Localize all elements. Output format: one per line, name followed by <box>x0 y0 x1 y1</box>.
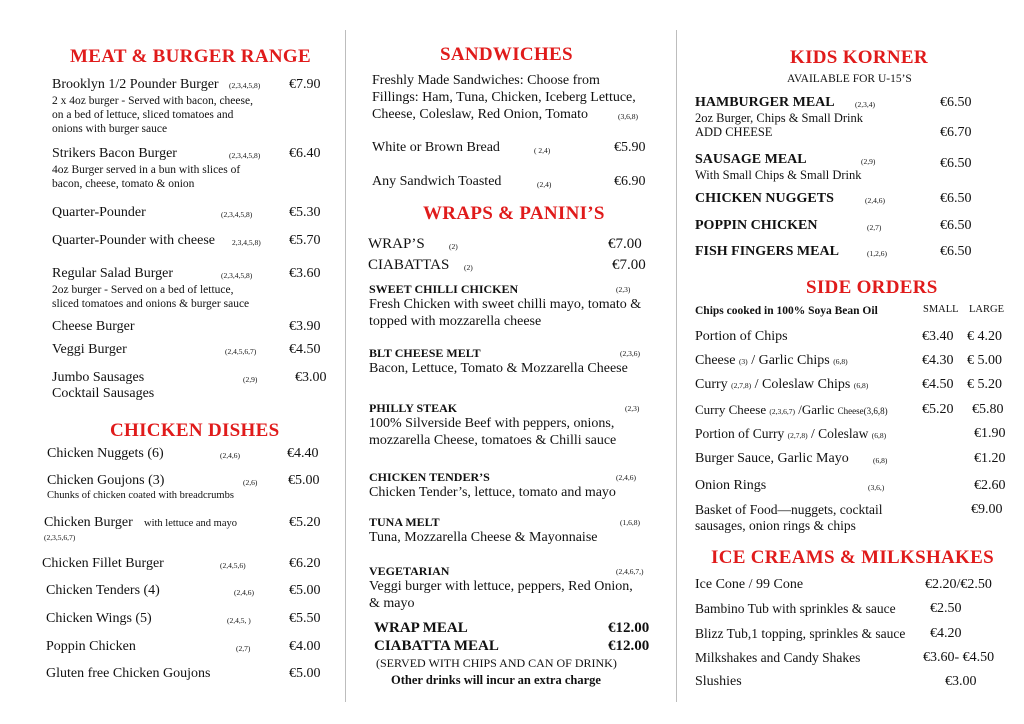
ice-item-name: Milkshakes and Candy Shakes <box>695 650 861 665</box>
kids-item-name: HAMBURGER MEAL <box>695 95 835 110</box>
meal-name: WRAP MEAL <box>374 620 468 636</box>
menu-item-price: €5.70 <box>289 233 321 248</box>
allergen-codes: (2,4,5, ) <box>227 616 251 625</box>
side-price-small: €5.20 <box>922 402 954 417</box>
allergen-codes: 2,3,4,5,8) <box>232 238 261 247</box>
menu-item-name: Gluten free Chicken Goujons <box>46 666 211 681</box>
side-price-large: €2.60 <box>974 478 1006 493</box>
filling-name: VEGETARIAN <box>369 564 450 578</box>
side-item-name: Curry Cheese <box>695 402 770 417</box>
menu-item-name: Cheese Burger <box>52 319 135 334</box>
menu-item-name: Chicken Goujons (3) <box>47 473 165 488</box>
menu-item-name: Chicken Tenders (4) <box>46 583 160 598</box>
side-item-name: Burger Sauce, Garlic Mayo <box>695 451 849 466</box>
menu-item-price: €5.00 <box>288 473 320 488</box>
side-price-large: €1.90 <box>974 426 1006 441</box>
menu-item-name: Poppin Chicken <box>46 639 136 654</box>
allergen-codes: (2,4,5,6,7) <box>225 347 257 356</box>
sandwich-intro: Cheese, Coleslaw, Red Onion, Tomato <box>372 107 588 122</box>
allergen-codes: (2,3,5,6,7) <box>44 533 76 542</box>
menu-item-price: €6.90 <box>614 174 646 189</box>
menu-item-desc: 4oz Burger served in a bun with slices of <box>52 164 241 176</box>
menu-item-desc: bacon, cheese, tomato & onion <box>52 178 195 190</box>
side-item-name: Onion Rings <box>695 478 767 493</box>
kids-age-note: AVAILABLE FOR U-15’S <box>787 73 912 85</box>
allergen-codes: (3,6,) <box>868 483 885 492</box>
kids-item-desc: With Small Chips & Small Drink <box>695 168 862 182</box>
allergen-codes: (2) <box>449 242 458 251</box>
side-item-name: /Garlic <box>795 402 838 417</box>
filling-name: SWEET CHILLI CHICKEN <box>369 282 519 296</box>
side-item-row <box>695 377 868 394</box>
allergen-codes: (2,4,6) <box>616 473 636 482</box>
side-item-name: Portion of Curry <box>695 426 788 441</box>
menu-item-price: €5.90 <box>614 140 646 155</box>
sandwich-intro: Fillings: Ham, Tuna, Chicken, Iceberg Lettuce, <box>372 90 636 105</box>
allergen-codes: (2,3,4,5,8) <box>221 210 253 219</box>
side-price-large: € 5.00 <box>967 353 1002 368</box>
ice-item-price: €4.20 <box>930 626 962 641</box>
allergen-codes: (2) <box>464 263 473 272</box>
menu-item-name: Cocktail Sausages <box>52 386 155 401</box>
right-column <box>677 0 1024 724</box>
allergen-codes: (2,4,6) <box>865 196 885 205</box>
side-item-row <box>695 402 888 420</box>
ice-item-name: Slushies <box>695 674 742 689</box>
kids-item-name: POPPIN CHICKEN <box>695 218 818 233</box>
filling-desc: topped with mozzarella cheese <box>369 314 542 329</box>
menu-item-price: €6.20 <box>289 556 321 571</box>
chicken-dishes-header: CHICKEN DISHES <box>110 420 280 441</box>
kids-item-name: CHICKEN NUGGETS <box>695 191 834 206</box>
filling-desc: Bacon, Lettuce, Tomato & Mozzarella Cheese <box>369 361 628 376</box>
meal-note: (SERVED WITH CHIPS AND CAN OF DRINK) <box>376 656 617 670</box>
filling-name: PHILLY STEAK <box>369 401 458 415</box>
side-price-large: €1.20 <box>974 451 1006 466</box>
allergen-codes: (3,6,8) <box>618 112 638 121</box>
kids-item-name: ADD CHEESE <box>695 125 773 139</box>
side-price-large: € 5.20 <box>967 377 1002 392</box>
allergen-codes: (1,2,6) <box>867 249 887 258</box>
menu-item-name: Brooklyn 1/2 Pounder Burger <box>52 77 219 92</box>
col-large-label: LARGE <box>969 304 1004 315</box>
side-price-small: €4.50 <box>922 377 954 392</box>
chips-oil-note: Chips cooked in 100% Soya Bean Oil <box>695 305 878 317</box>
menu-item-price: €7.90 <box>289 77 321 92</box>
kids-item-name: FISH FINGERS MEAL <box>695 244 839 259</box>
menu-item-name: Strikers Bacon Burger <box>52 146 177 161</box>
left-column <box>0 0 345 724</box>
sandwiches-header: SANDWICHES <box>440 44 573 65</box>
side-price-small: €3.40 <box>922 329 954 344</box>
allergen-codes: (1,6,8) <box>620 518 640 527</box>
kids-korner-header: KIDS KORNER <box>790 47 928 68</box>
filling-desc: Chicken Tender’s, lettuce, tomato and mayo <box>369 485 616 500</box>
menu-item-price: €3.00 <box>295 370 327 385</box>
allergen-codes: (6,8) <box>873 456 888 465</box>
allergen-codes: (2,3,4,5,8) <box>221 271 253 280</box>
ice-creams-milkshakes-header: ICE CREAMS & MILKSHAKES <box>711 547 994 568</box>
allergen-codes: (2,4,6) <box>220 451 240 460</box>
allergen-codes: (2,9) <box>243 375 258 384</box>
side-price-large: €9.00 <box>971 502 1003 517</box>
menu-item-desc: 2oz burger - Served on a bed of lettuce, <box>52 284 234 296</box>
kids-item-price: €6.50 <box>940 156 972 171</box>
allergen-codes: (2,4,6) <box>234 588 254 597</box>
menu-item-price: €4.40 <box>287 446 319 461</box>
side-orders-header: SIDE ORDERS <box>806 277 938 298</box>
side-item-name: Basket of Food—nuggets, cocktail <box>695 502 883 517</box>
filling-desc: Fresh Chicken with sweet chilli mayo, tomato & <box>369 297 642 312</box>
allergen-codes: (2,7) <box>236 644 251 653</box>
menu-item-price: €7.00 <box>612 257 646 273</box>
menu-item-name: Veggi Burger <box>52 342 127 357</box>
menu-item-price: €5.00 <box>289 666 321 681</box>
kids-item-name: SAUSAGE MEAL <box>695 152 807 167</box>
ice-item-name: Bambino Tub with sprinkles & sauce <box>695 601 896 616</box>
allergen-codes: (6,8) <box>853 381 869 390</box>
menu-item-name: Chicken Burger <box>44 515 133 530</box>
menu-item-price: €3.60 <box>289 266 321 281</box>
menu-item-price: €5.50 <box>289 611 321 626</box>
kids-item-price: €6.50 <box>940 95 972 110</box>
menu-item-desc: Chunks of chicken coated with breadcrumbs <box>47 490 234 501</box>
ice-item-name: Blizz Tub,1 topping, sprinkles & sauce <box>695 626 906 641</box>
filling-desc: mozzarella Cheese, tomatoes & Chilli sauce <box>369 433 617 448</box>
wraps-paninis-header: WRAPS & PANINI’S <box>423 203 605 224</box>
side-item-name: Curry <box>695 377 732 392</box>
allergen-codes: (6,8) <box>871 431 887 440</box>
menu-item-price: €6.40 <box>289 146 321 161</box>
filling-desc: Tuna, Mozzarella Cheese & Mayonnaise <box>369 530 598 545</box>
menu-item-name: Regular Salad Burger <box>52 266 174 281</box>
allergen-codes: (2,3) <box>625 404 640 413</box>
allergen-codes: (3) <box>738 357 748 366</box>
menu-item-name: Jumbo Sausages <box>52 370 145 385</box>
meat-burger-header: MEAT & BURGER RANGE <box>70 46 311 67</box>
menu-item-price: €3.90 <box>289 319 321 334</box>
allergen-codes: (2,7,8) <box>787 431 808 440</box>
allergen-codes: (2,4,5,6) <box>220 561 246 570</box>
kids-item-price: €6.70 <box>940 125 972 140</box>
allergen-codes: (2,7) <box>867 223 882 232</box>
allergen-codes: (2,3,4,5,8) <box>229 151 261 160</box>
kids-item-price: €6.50 <box>940 218 972 233</box>
menu-item-price: €7.00 <box>608 236 642 252</box>
filling-desc: & mayo <box>369 596 415 611</box>
menu-item-name: Chicken Fillet Burger <box>42 556 164 571</box>
allergen-codes: Cheese(3,6,8) <box>837 406 888 416</box>
side-price-small: €4.30 <box>922 353 954 368</box>
menu-item-price: €5.30 <box>289 205 321 220</box>
side-price-large: €5.80 <box>972 402 1004 417</box>
allergen-codes: (2,4,6,7,) <box>616 567 644 576</box>
ice-item-price: €3.00 <box>945 674 977 689</box>
side-item-name: sausages, onion rings & chips <box>695 518 856 533</box>
filling-name: TUNA MELT <box>369 515 440 529</box>
allergen-codes: (6,8) <box>833 357 848 366</box>
allergen-codes: (2,3,6) <box>620 349 640 358</box>
side-item-name: / Garlic Chips <box>747 353 834 368</box>
menu-item-desc: 2 x 4oz burger - Served with bacon, cheese, <box>52 95 253 107</box>
meal-price: €12.00 <box>608 638 650 654</box>
menu-item-name: WRAP’S <box>368 236 425 252</box>
ice-item-price: €3.60- €4.50 <box>923 650 995 665</box>
sandwich-intro: Freshly Made Sandwiches: Choose from <box>372 73 600 88</box>
meal-price: €12.00 <box>608 620 650 636</box>
middle-column <box>346 0 676 724</box>
menu-item-price: €5.00 <box>289 583 321 598</box>
side-item-row <box>695 353 848 370</box>
ice-item-name: Ice Cone / 99 Cone <box>695 577 804 592</box>
menu-item-name: CIABATTAS <box>368 257 450 273</box>
drinks-note: Other drinks will incur an extra charge <box>391 673 601 687</box>
menu-item-price: €4.00 <box>289 639 321 654</box>
side-item-name: / Coleslaw Chips <box>751 377 854 392</box>
kids-item-price: €6.50 <box>940 244 972 259</box>
allergen-codes: (2,9) <box>861 157 876 166</box>
col-small-label: SMALL <box>923 304 959 315</box>
allergen-codes: (2,3,6,7) <box>769 407 795 416</box>
ice-item-price: €2.50 <box>930 601 962 616</box>
filling-name: BLT CHEESE MELT <box>369 346 481 360</box>
menu-item-name: White or Brown Bread <box>372 140 500 155</box>
side-item-name: / Coleslaw <box>807 426 872 441</box>
filling-name: CHICKEN TENDER’S <box>369 470 490 484</box>
filling-desc: 100% Silverside Beef with peppers, onions, <box>369 416 615 431</box>
menu-item-name: Chicken Wings (5) <box>46 611 152 626</box>
side-item-name: Cheese <box>695 353 739 368</box>
side-item-name: Portion of Chips <box>695 329 788 344</box>
allergen-codes: (2,3,4,5,8) <box>229 81 261 90</box>
menu-item-name: Quarter-Pounder <box>52 205 146 220</box>
menu-item-desc: sliced tomatoes and onions & burger sauce <box>52 298 250 310</box>
side-item-row <box>695 426 886 444</box>
menu-item-price: €4.50 <box>289 342 321 357</box>
kids-item-desc: 2oz Burger, Chips & Small Drink <box>695 111 864 125</box>
allergen-codes: (2,3,4) <box>855 100 875 109</box>
menu-item-name: Chicken Nuggets (6) <box>47 446 164 461</box>
allergen-codes: (2,7,8) <box>731 381 752 390</box>
allergen-codes: (2,4) <box>537 180 552 189</box>
menu-item-price: €5.20 <box>289 515 321 530</box>
menu-item-extra: with lettuce and mayo <box>144 518 238 529</box>
menu-item-name: Quarter-Pounder with cheese <box>52 233 215 248</box>
menu-item-desc: on a bed of lettuce, sliced tomatoes and <box>52 109 234 121</box>
filling-desc: Veggi burger with lettuce, peppers, Red Onion, <box>369 579 633 594</box>
menu-item-desc: onions with burger sauce <box>52 123 168 135</box>
meal-name: CIABATTA MEAL <box>374 638 499 654</box>
kids-item-price: €6.50 <box>940 191 972 206</box>
allergen-codes: ( 2,4) <box>534 146 551 155</box>
menu-item-name: Any Sandwich Toasted <box>372 174 502 189</box>
ice-item-price: €2.20/€2.50 <box>925 577 992 592</box>
allergen-codes: (2,6) <box>243 478 258 487</box>
allergen-codes: (2,3) <box>616 285 631 294</box>
side-price-large: € 4.20 <box>967 329 1002 344</box>
